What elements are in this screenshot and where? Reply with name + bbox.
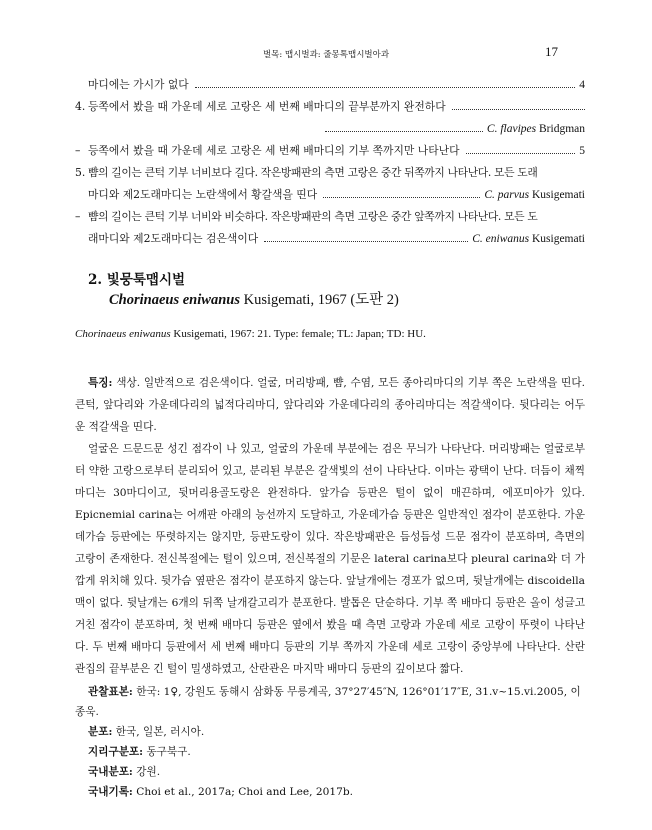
- key-line-5: [75, 162, 585, 184]
- key-result-species: [484, 184, 585, 206]
- distribution-text: 한국, 일본, 러시아.: [115, 726, 205, 738]
- key-text: 등쪽에서 봤을 때 가운데 세로 고랑은 세 번째 배마디의 끝부분까지 완전하다: [88, 100, 446, 113]
- dot-leader: [264, 241, 468, 242]
- running-title: 벌목: 맵시벌과: 줄몽톡맵시벌아과: [262, 50, 390, 60]
- key-result: 4: [579, 79, 585, 91]
- description: [75, 372, 585, 680]
- dot-leader: [195, 87, 576, 88]
- heading-korean: [88, 270, 568, 290]
- key-result-species: [487, 118, 585, 140]
- couplet-marker: 4.: [75, 100, 86, 113]
- dot-leader: [466, 153, 576, 154]
- key-line-4: [75, 140, 585, 162]
- species-heading: [88, 270, 568, 310]
- running-header: [0, 44, 652, 63]
- plate-ref: (도판 2): [350, 292, 399, 308]
- domestic-records: [75, 782, 585, 802]
- key-text: 래마디와 제2도래마디는 검은색이다: [88, 232, 259, 245]
- dot-leader: [452, 109, 585, 110]
- key-line-7: [75, 206, 585, 228]
- key-text: 마디에는 가시가 없다: [88, 78, 189, 91]
- couplet-marker: 5.: [75, 166, 86, 179]
- couplet-marker: –: [75, 144, 81, 157]
- species-author: Kusigemati: [531, 189, 585, 201]
- domestic-distribution: [75, 762, 585, 782]
- records: [75, 682, 585, 802]
- key-text: 등쪽에서 봤을 때 가운데 세로 고랑은 세 번째 배마디의 기부 쪽까지만 나타난다: [88, 144, 460, 157]
- citation-name: Chorinaeus eniwanus: [75, 328, 171, 340]
- distribution: [75, 722, 585, 742]
- specimen-label: 관찰표본:: [88, 686, 133, 698]
- key-line-1: [75, 74, 585, 96]
- key-result-species: [472, 228, 585, 250]
- species-name: C. parvus: [484, 189, 530, 201]
- key-result: 5: [579, 145, 585, 157]
- page-number: 17: [545, 44, 558, 59]
- key-text: 마디와 제2도래마디는 노란색에서 황갈색을 띤다: [88, 188, 318, 201]
- species-author: Kusigemati: [531, 233, 585, 245]
- dot-leader: [325, 131, 483, 132]
- zoogeographic-distribution: [75, 742, 585, 762]
- specimen-text: 한국: 1♀, 강원도 동해시 삼화동 무릉계곡, 37°27′45″N, 126°01′17″E, 31.v~15.vi.2005, 이종욱.: [75, 686, 581, 718]
- species-name: C. eniwanus: [472, 233, 530, 245]
- zoogeographic-label: 지리구분포:: [88, 746, 144, 758]
- key-line-6: [75, 184, 585, 206]
- scientific-name: Chorinaeus eniwanus: [109, 292, 240, 308]
- domestic-label: 국내분포:: [88, 766, 133, 778]
- records-text: Choi et al., 2017a; Choi and Lee, 2017b.: [136, 786, 353, 798]
- key-text: 뺨의 길이는 큰턱 기부 너비보다 길다. 작은방패판의 측면 고랑은 중간 뒤쪽까지 나타난다. 모든 도래: [88, 166, 538, 179]
- key-line-8: [75, 228, 585, 250]
- heading-scientific: [88, 290, 568, 310]
- species-name: C. flavipes: [486, 123, 537, 135]
- description-label: 특징:: [88, 377, 113, 389]
- dot-leader: [323, 197, 480, 198]
- section-number: 2.: [88, 272, 103, 288]
- citation: [75, 328, 585, 340]
- key-text: 뺨의 길이는 큰턱 기부 너비와 비슷하다. 작은방패판의 측면 고랑은 중간 앞쪽까지 나타난다. 모든 도: [88, 210, 538, 223]
- description-para-2: 얼굴은 드문드문 성긴 점각이 나 있고, 얼굴의 가운데 부분에는 검은 무늬가 나타난다. 머리방패는 얼굴로부터 약한 고랑으로부터 분리되어 있고, 분리된 부분은 갈색빛의 선이 나타난다. 이마는 광택이 난다. 더듬이 채찍마디는 30마디이고, 뒷머리용골도랑은 완전하다. 앞가슴 등판은 털이 없이 매끈하며, 에포미아가 있다. Epicnemial carina는 어깨판 아래의 능선까지 도달하고, 가운데가슴 등판은 일반적인 점각이 분포한다. 가운데가슴 등판에는 뚜렷하지는 않지만, 등판도랑이 있다. 작은방패판은 듬성듬성 드문 점각이 분포하며, 측면의 고랑이 존재한다. 전신복절에는 털이 있으며, 전신복절의 기문은 lateral carina보다 pleural carina와 더 가깝게 위치해 있다. 뒷가슴 옆판은 점각이 분포하지 않는다. 앞날개에는 경포가 없으며, 뒷날개에는 discoidella 맥이 없다. 뒷날개는 6개의 뒤쪽 날개갈고리가 분포한다. 발톱은 단순하다. 기부 쪽 배마디 등판은 올이 성글고 거친 점각이 분포하며, 첫 번째 배마디 등판은 옆에서 봤을 때 측면 고랑과 가운데 세로 고랑이 뚜렷이 나타난다. 두 번째 배마디 등판에서 세 번째 배마디 등판의 기부 쪽까지 가운데 세로 고랑이 중앙부에 나타난다. 산란관집의 끝부분은 긴 털이 밀생하였고, 산란관은 마지막 배마디 등판의 깊이보다 짧다.: [75, 443, 585, 675]
- description-para-1: [75, 372, 585, 438]
- identification-key: [75, 74, 585, 250]
- author-year: Kusigemati, 1967: [243, 292, 347, 308]
- distribution-label: 분포:: [88, 726, 113, 738]
- zoogeographic-text: 동구북구.: [146, 746, 191, 758]
- species-author: Bridgman: [539, 123, 585, 135]
- korean-name: 빛뭉툭맵시벌: [106, 272, 186, 288]
- description-text: 색상. 일반적으로 검은색이다. 얼굴, 머리방패, 뺨, 수염, 모든 종아리마디의 기부 쪽은 노란색을 띤다. 큰턱, 앞다리와 가운데다리의 넓적다리마디, 앞다리와 가운데다리의 종아리마디는 적갈색이다. 뒷다리는 어두운 적갈색을 띤다.: [75, 377, 585, 433]
- records-label: 국내기록:: [88, 786, 133, 798]
- key-line-3: [75, 118, 585, 140]
- key-line-2: [75, 96, 585, 118]
- couplet-marker: –: [75, 210, 81, 223]
- specimen-record: [75, 682, 585, 722]
- citation-rest: Kusigemati, 1967: 21. Type: female; TL: Japan; TD: HU.: [173, 328, 426, 340]
- domestic-text: 강원.: [136, 766, 161, 778]
